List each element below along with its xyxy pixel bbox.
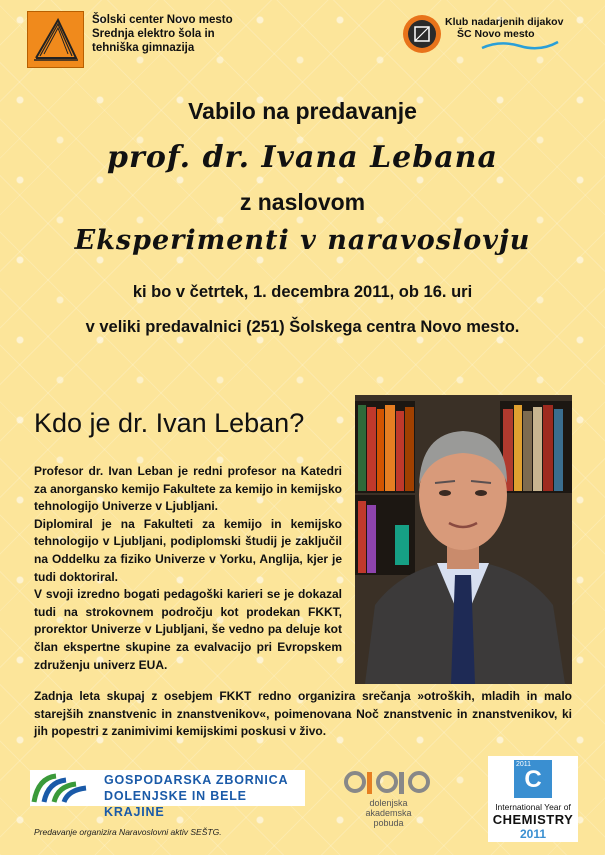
gz-line: GOSPODARSKA ZBORNICA xyxy=(104,773,289,787)
lecture-date: ki bo v četrtek, 1. decembra 2011, ob 16. uri xyxy=(132,283,473,301)
dap-logo-mark-icon xyxy=(341,768,436,798)
club-logo-icon xyxy=(402,14,442,54)
lecturer-name: prof. dr. Ivana Lebana xyxy=(107,140,498,175)
dap-line: pobuda xyxy=(373,818,404,828)
school-name xyxy=(92,13,292,55)
school-name-line: tehniška gimnazija xyxy=(92,42,195,54)
gz-logo xyxy=(30,770,305,819)
dap-line: dolenjska xyxy=(369,798,408,808)
iyc-year: 2011 xyxy=(519,827,547,841)
lecture-title: Eksperimenti v naravoslovju xyxy=(74,225,531,256)
dap-text xyxy=(341,798,436,828)
invitation-intro: Vabilo na predavanje xyxy=(188,98,417,124)
lecture-venue: v veliki predavalnici (251) Šolskega centra Novo mesto. xyxy=(85,318,520,336)
gz-text xyxy=(104,772,305,820)
bio-text xyxy=(34,463,342,674)
gz-logo-mark-icon xyxy=(30,772,92,804)
iyc-cube-icon xyxy=(514,760,552,798)
school-logo-mark-icon xyxy=(28,12,83,67)
club-wave-icon xyxy=(480,38,560,52)
lecturer-photo xyxy=(355,395,572,684)
iyc-line1: International Year of xyxy=(495,802,571,812)
school-logo xyxy=(27,11,84,68)
invitation-with-title: z naslovom xyxy=(239,189,366,215)
club-name-line: ŠC Novo mesto xyxy=(457,28,535,40)
iyc-line2: CHEMISTRY xyxy=(492,812,574,827)
school-name-line: Srednja elektro šola in xyxy=(92,28,215,40)
activity-paragraph: Zadnja leta skupaj z osebjem FKKT redno organizira srečanja »otroških, mladih in malo starejših znanstvenic in znanstvenikov«, poimenovana Noč znanstvenic in znanstvenikov, ki jih popestri z zanimivimi kemijskimi poskusi v živo. xyxy=(34,689,572,739)
iyc-logo xyxy=(488,756,578,842)
club-name-line: Klub nadarjenih dijakov xyxy=(445,16,564,28)
bio-paragraph: V svoji izredno bogati pedagoški karieri se je dokazal tudi na strokovnem področju kot prodekan FKKT, prorektor Univerze v Ljubljani, še vedno pa deluje kot član ekspertne skupine za evalvacijo pri Evropskem združenju univerz EUA. xyxy=(34,587,342,672)
bio-heading: Kdo je dr. Ivan Leban? xyxy=(34,408,305,438)
lecturer-portrait-icon xyxy=(355,395,572,684)
bio-paragraph: Diplomiral je na Fakulteti za kemijo in kemijsko tehnologijo v Ljubljani, podiplomski študij je zaključil na Oddelku za fiziko Univerze v Yorku, Anglija, kjer je tudi doktoriral. xyxy=(34,516,342,584)
gz-line: DOLENJSKE IN BELE KRAJINE xyxy=(104,789,247,819)
school-name-line: Šolski center Novo mesto xyxy=(92,14,233,26)
iyc-year-small: 2011 xyxy=(516,761,532,768)
club-name xyxy=(445,16,595,40)
footer-note: Predavanje organizira Naravoslovni aktiv SEŠTG. xyxy=(34,827,222,837)
dap-line: akademska xyxy=(365,808,412,818)
dap-logo xyxy=(341,768,436,828)
bio-paragraph: Profesor dr. Ivan Leban je redni profesor na Katedri za anorgansko kemijo Fakultete za kemijo in kemijsko tehnologijo Univerze v Ljubljani. xyxy=(34,464,342,514)
iyc-letter: C xyxy=(524,766,542,793)
